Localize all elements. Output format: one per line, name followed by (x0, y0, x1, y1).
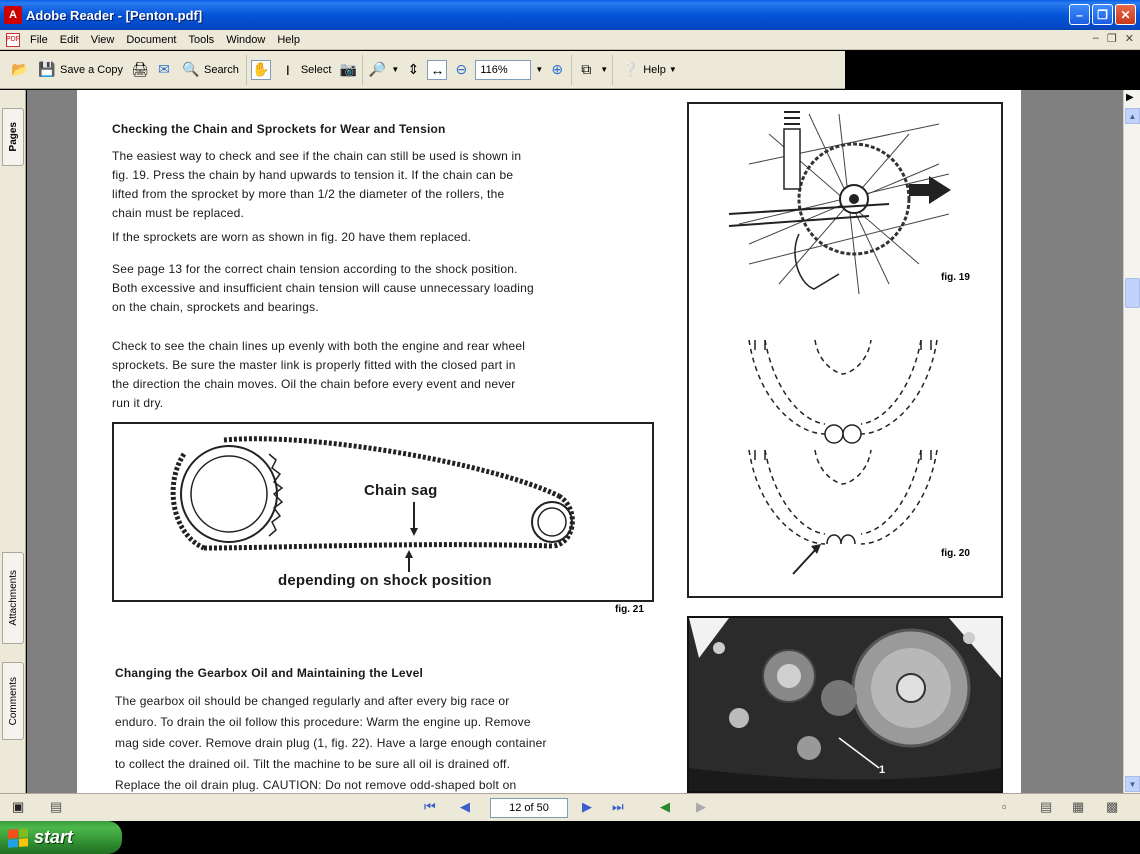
figure-21-chain-sag (112, 422, 654, 602)
go-back-icon[interactable]: ◀ (660, 799, 670, 814)
nav-pane-expand-icon[interactable]: ▶ (1126, 92, 1134, 103)
text-line: to collect the drained oil. Tilt the machine to be sure all oil is drained off. (115, 757, 511, 771)
doc-restore-button[interactable]: ❐ (1106, 33, 1117, 45)
help-label: Help (643, 63, 666, 76)
text-line: Replace the oil drain plug. CAUTION: Do not remove odd-shaped bolt on (115, 778, 517, 792)
text-line: mag side cover. Remove drain plug (1, fig. 22). Have a large enough container (115, 736, 547, 750)
pdf-page (77, 90, 1021, 793)
single-page-icon[interactable]: ▫ (1002, 799, 1007, 814)
vertical-scrollbar[interactable] (1123, 90, 1140, 793)
figure-19-caption: fig. 19 (941, 272, 970, 283)
search-button[interactable] (178, 58, 242, 82)
text-line: Check to see the chain lines up evenly with both the engine and rear wheel (112, 339, 526, 353)
binoculars-icon: 🔍 (182, 61, 200, 77)
start-label: start (34, 827, 74, 847)
status-bar (0, 793, 1140, 821)
zoom-dropdown-icon[interactable]: ▼ (391, 65, 400, 74)
scroll-up-icon[interactable]: ▲ (1125, 108, 1140, 124)
print-icon[interactable]: 🖨 (131, 61, 149, 77)
restore-button[interactable]: ❐ (1092, 4, 1113, 25)
taskbar (0, 821, 1140, 854)
continuous-page-icon[interactable]: ▤ (1040, 799, 1053, 814)
section-heading-gearbox: Changing the Gearbox Oil and Maintaining the Level (115, 666, 424, 680)
rotate-view-icon[interactable]: ⧉ (581, 61, 592, 77)
menu-tools[interactable]: Tools (188, 33, 215, 46)
page-indicator: 12 of 50 (509, 802, 549, 814)
text-cursor-icon: I (285, 61, 290, 78)
paragraph-tension (112, 260, 657, 317)
text-line: Both excessive and insufficient chain tension will cause unnecessary loading (112, 281, 534, 295)
pages-tab-label: Pages (7, 122, 19, 152)
page-size-icon[interactable]: ▤ (50, 799, 63, 814)
paragraph-chain-check (112, 147, 657, 223)
last-page-icon[interactable]: ⏭ (612, 799, 624, 814)
save-icon: 💾 (38, 61, 56, 77)
windows-flag-icon (8, 828, 28, 847)
help-dropdown-icon: ▼ (668, 65, 677, 74)
start-button[interactable] (0, 821, 122, 854)
paragraph-alignment (112, 337, 657, 413)
navigation-pane (0, 90, 26, 793)
text-line: fig. 19. Press the chain by hand upwards to tension it. If the chain can be (112, 168, 514, 182)
page-number-input[interactable] (490, 798, 568, 818)
save-copy-label: Save a Copy (60, 63, 123, 76)
first-page-icon[interactable]: ⏮ (424, 799, 436, 814)
zoom-tool-icon[interactable]: 🔎 (368, 61, 387, 77)
window-title: Adobe Reader - [Penton.pdf] (26, 7, 203, 23)
search-label: Search (203, 63, 239, 76)
menu-bar (0, 30, 1140, 50)
help-button[interactable] (617, 58, 680, 82)
view-toggle-icon[interactable]: ▣ (12, 799, 25, 814)
document-view[interactable] (27, 90, 1123, 793)
text-line: The easiest way to check and see if the chain can still be used is shown in (112, 149, 522, 163)
doc-minimize-button[interactable]: – (1092, 32, 1099, 44)
fit-page-icon[interactable]: ↔ (427, 60, 447, 80)
chain-sag-label: Chain sag (364, 482, 438, 499)
toolbar-blank-area (845, 51, 1140, 89)
menu-file[interactable]: File (30, 33, 48, 46)
facing-page-icon[interactable]: ▩ (1106, 799, 1119, 814)
paragraph-sprockets: If the sprockets are worn as shown in fig. 20 have them replaced. (112, 230, 472, 244)
text-line: the direction the chain moves. Oil the chain before every event and never (112, 377, 516, 391)
comments-tab-label: Comments (7, 676, 19, 726)
menu-document[interactable]: Document (126, 33, 177, 46)
select-label: Select (300, 63, 332, 76)
continuous-facing-icon[interactable]: ▦ (1072, 799, 1085, 814)
comments-tab[interactable] (2, 662, 24, 740)
zoom-in-icon[interactable]: ⊕ (551, 61, 564, 77)
help-icon: ❔ (621, 61, 639, 77)
engine-photo (689, 618, 1001, 793)
snapshot-icon[interactable]: 📷 (339, 61, 358, 77)
close-button[interactable]: ✕ (1115, 4, 1136, 25)
shock-position-label: depending on shock position (278, 572, 492, 589)
menu-window[interactable]: Window (226, 33, 266, 46)
adobe-reader-icon: A (4, 6, 22, 24)
zoom-input[interactable] (475, 60, 531, 80)
text-line: lifted from the sprocket by more than 1/2 the diameter of the rollers, the (112, 187, 505, 201)
figure-22-engine-photo (687, 616, 1003, 793)
doc-close-button[interactable]: ✕ (1124, 33, 1134, 45)
rotate-dropdown-icon[interactable]: ▼ (600, 65, 609, 74)
text-line: enduro. To drain the oil follow this procedure: Warm the engine up. Remove (115, 715, 531, 729)
menu-view[interactable]: View (90, 33, 115, 46)
actual-size-icon[interactable]: ⇕ (407, 61, 420, 77)
go-forward-icon[interactable]: ▶ (696, 799, 706, 814)
text-line: sprockets. Be sure the master link is properly fitted with the closed part in (112, 358, 516, 372)
paragraph-gearbox-oil (115, 691, 660, 793)
next-page-icon[interactable]: ▶ (582, 799, 592, 814)
figure-22-callout: 1 (879, 764, 886, 776)
text-line: The gearbox oil should be changed regularly and after every big race or (115, 694, 510, 708)
hand-tool-icon[interactable]: ✋ (251, 60, 271, 80)
document-icon[interactable]: PDF (6, 33, 20, 47)
text-line: run it dry. (112, 396, 164, 410)
minimize-button[interactable]: – (1069, 4, 1090, 25)
figure-20-caption: fig. 20 (941, 548, 970, 559)
scroll-down-icon[interactable]: ▼ (1125, 776, 1140, 792)
attachments-tab-label: Attachments (7, 570, 19, 626)
figure-21-caption: fig. 21 (615, 604, 644, 615)
zoom-out-icon[interactable]: ⊖ (455, 61, 468, 77)
menu-help[interactable]: Help (277, 33, 300, 46)
email-icon[interactable]: ✉ (158, 61, 170, 77)
scroll-thumb[interactable] (1125, 278, 1140, 308)
figure-19-20-frame (687, 102, 1003, 598)
pages-tab[interactable] (2, 108, 24, 166)
chain-check-illustration (689, 104, 1001, 596)
title-bar (0, 0, 1140, 30)
text-line: on the chain, sprockets and bearings. (112, 300, 319, 314)
text-line: See page 13 for the correct chain tension according to the shock position. (112, 262, 518, 276)
zoom-value: 116% (480, 63, 508, 76)
menu-edit[interactable]: Edit (59, 33, 79, 46)
previous-page-icon[interactable]: ◀ (460, 799, 470, 814)
select-tool-button[interactable] (275, 58, 335, 82)
open-folder-icon[interactable]: 📂 (11, 61, 29, 77)
section-heading-chain: Checking the Chain and Sprockets for Wear and Tension (112, 122, 446, 136)
save-copy-button[interactable] (34, 58, 126, 82)
attachments-tab[interactable] (2, 552, 24, 644)
zoom-select-arrow-icon[interactable]: ▼ (535, 65, 544, 74)
text-line: chain must be replaced. (112, 206, 245, 220)
